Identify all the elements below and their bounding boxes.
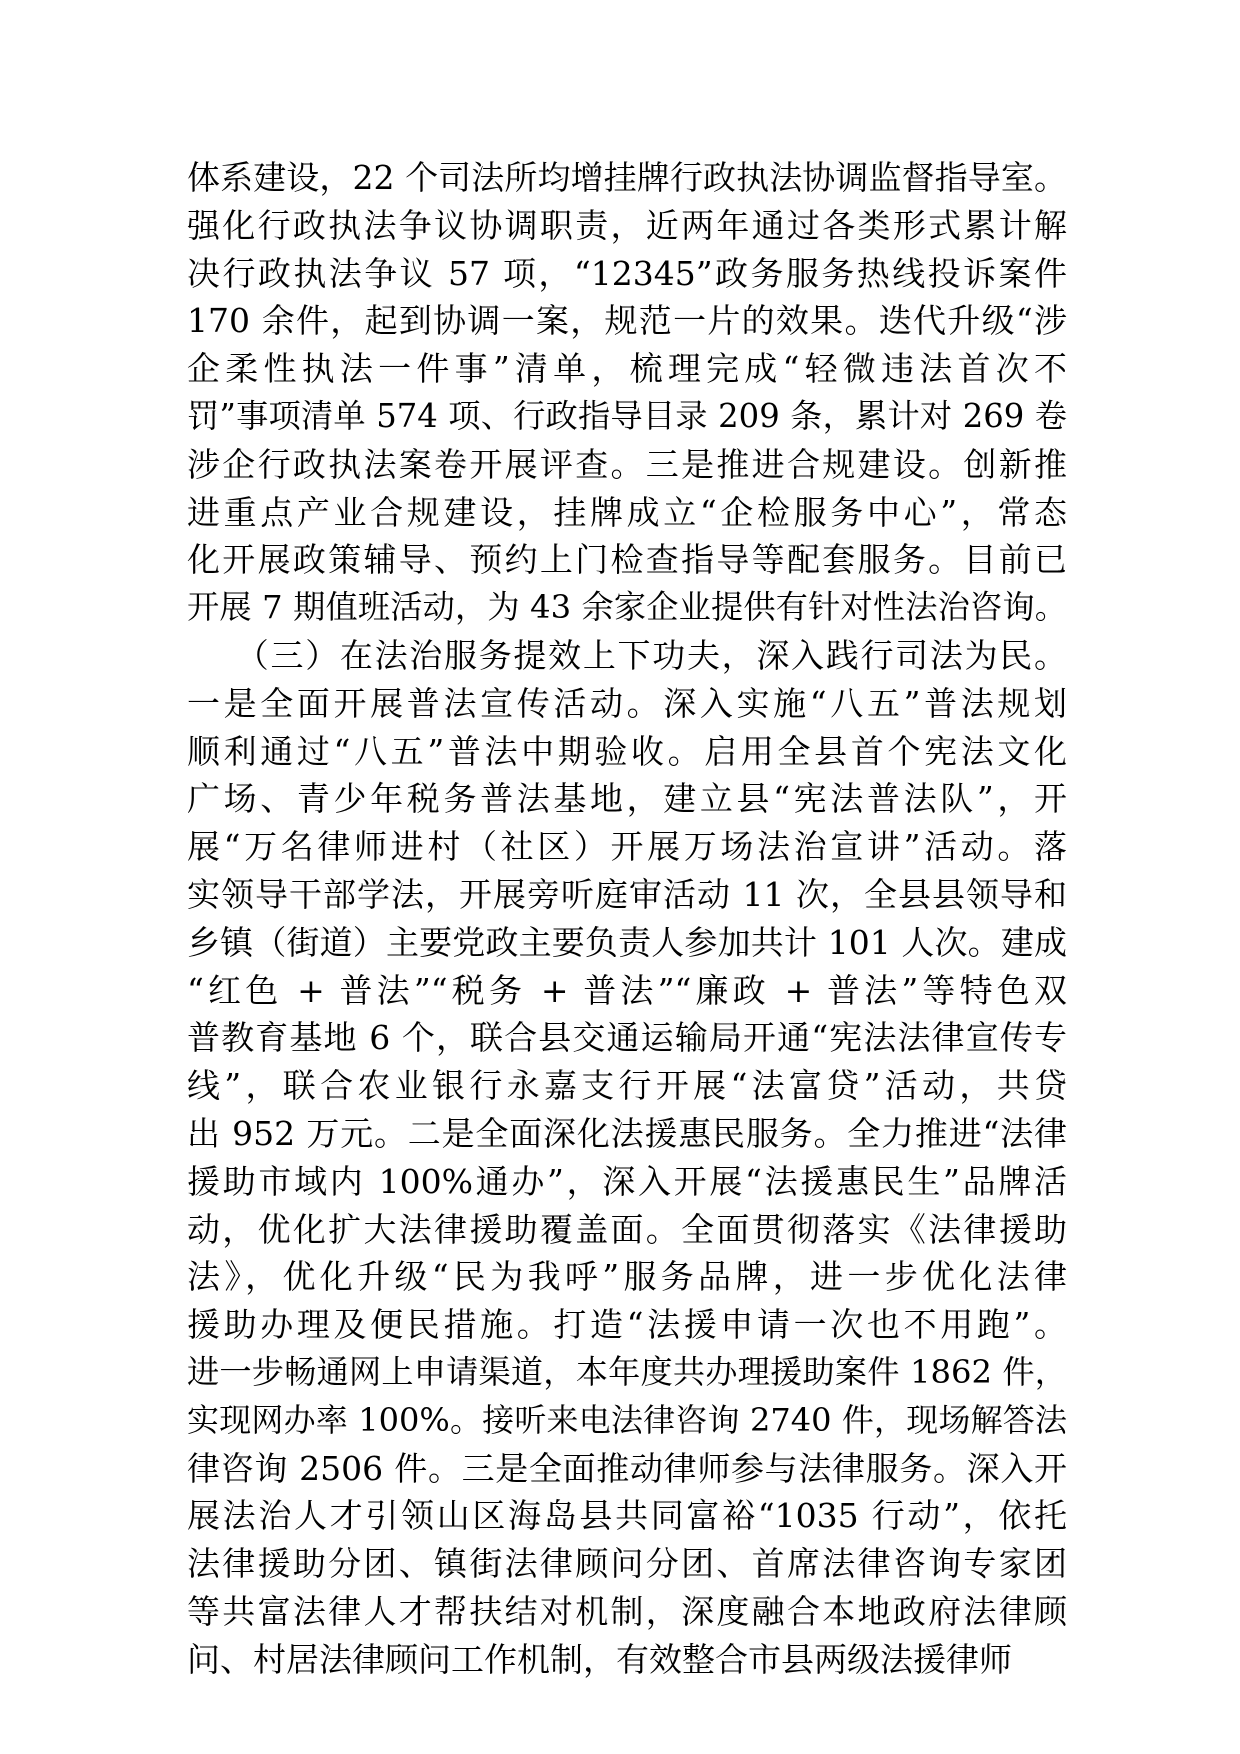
text-line: 法律援助分团、镇街法律顾问分团、首席法律咨询专家团: [187, 1544, 1067, 1584]
text-line: 律咨询 2506 件。三是全面推动律师参与法律服务。深入开: [187, 1448, 1067, 1488]
text-line: 企柔性执法一件事”清单，梳理完成“轻微违法首次不: [187, 349, 1067, 389]
text-line: 展法治人才引领山区海岛县共同富裕“1035 行动”，依托: [187, 1496, 1067, 1536]
text-line: “红色 + 普法”“税务 + 普法”“廉政 + 普法”等特色双: [187, 970, 1067, 1010]
text-line: 出 952 万元。二是全面深化法援惠民服务。全力推进“法律: [187, 1113, 1067, 1153]
text-line: 170 余件，起到协调一案，规范一片的效果。迭代升级“涉: [187, 301, 1067, 341]
text-line: 广场、青少年税务普法基地，建立县“宪法普法队”，开: [187, 779, 1067, 819]
text-line: 乡镇（街道）主要党政主要负责人参加共计 101 人次。建成: [187, 922, 1067, 962]
text-line: 进重点产业合规建设，挂牌成立“企检服务中心”，常态: [187, 492, 1067, 532]
text-line: 援助办理及便民措施。打造“法援申请一次也不用跑”。: [187, 1305, 1067, 1345]
text-line: 决行政执法争议 57 项，“12345”政务服务热线投诉案件: [187, 253, 1067, 293]
text-line: 实领导干部学法，开展旁听庭审活动 11 次，全县县领导和: [187, 874, 1067, 914]
text-line: 问、村居法律顾问工作机制，有效整合市县两级法援律师: [187, 1639, 1012, 1679]
text-line: 实现网办率 100%。接听来电法律咨询 2740 件，现场解答法: [187, 1400, 1067, 1439]
text-line: 法》，优化升级“民为我呼”服务品牌，进一步优化法律: [187, 1257, 1067, 1297]
text-line: 体系建设，22 个司法所均增挂牌行政执法协调监督指导室。: [187, 158, 1067, 197]
text-line: 展“万名律师进村（社区）开展万场法治宣讲”活动。落: [187, 827, 1067, 867]
text-line: 强化行政执法争议协调职责，近两年通过各类形式累计解: [187, 205, 1067, 245]
section-heading-line: （三）在法治服务提效上下功夫，深入践行司法为民。: [187, 635, 1067, 675]
text-line: 涉企行政执法案卷开展评查。三是推进合规建设。创新推: [187, 444, 1067, 484]
text-line: 一是全面开展普法宣传活动。深入实施“八五”普法规划: [187, 683, 1067, 723]
text-line: 顺利通过“八五”普法中期验收。启用全县首个宪法文化: [187, 731, 1067, 771]
text-line: 开展 7 期值班活动，为 43 余家企业提供有针对性法治咨询。: [187, 588, 1067, 627]
text-line: 动，优化扩大法律援助覆盖面。全面贯彻落实《法律援助: [187, 1209, 1067, 1249]
text-line: 化开展政策辅导、预约上门检查指导等配套服务。目前已: [187, 540, 1067, 580]
text-line: 援助市域内 100%通办”，深入开展“法援惠民生”品牌活: [187, 1161, 1067, 1201]
text-line: 普教育基地 6 个，联合县交通运输局开通“宪法法律宣传专: [187, 1018, 1067, 1058]
text-line: 罚”事项清单 574 项、行政指导目录 209 条，累计对 269 卷: [187, 396, 1067, 435]
body-text: [187, 154, 1067, 1684]
text-line: 等共富法律人才帮扶结对机制，深度融合本地政府法律顾: [187, 1591, 1067, 1631]
text-line: 线”，联合农业银行永嘉支行开展“法富贷”活动，共贷: [187, 1066, 1067, 1106]
text-line: 进一步畅通网上申请渠道，本年度共办理援助案件 1862 件，: [187, 1352, 1067, 1391]
